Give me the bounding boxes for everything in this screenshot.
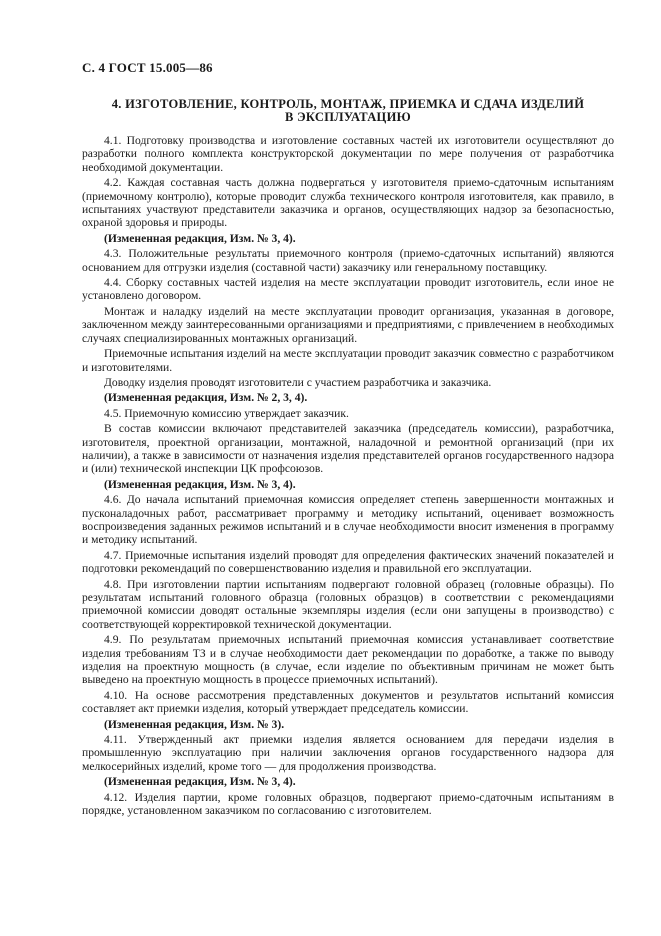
paragraph: Приемочные испытания изделий на месте эксплуатации проводит заказчик совместно с разработчиком и изготовителями.: [82, 347, 614, 374]
amendment-note: (Измененная редакция, Изм. № 3, 4).: [104, 231, 296, 245]
paragraph: 4.8. При изготовлении партии испытаниям подвергают головной образец (головные образцы). По результатам испытаний головного образца (головных образцов) в соответствии с рекомендациями приемочной комиссии доводят остальные экземпляры изделия (если они запущены в производство) с соответствующей корректировкой технической документации.: [82, 577, 614, 631]
document-page: [82, 60, 614, 820]
section-body: [82, 134, 614, 818]
paragraph: 4.11. Утвержденный акт приемки изделия является основанием для передачи изделия в промышленную эксплуатацию при наличии заключения органов государственного надзора для мелкосерийных изделий, кроме того — для продолжения производства.: [82, 733, 614, 773]
paragraph: 4.6. До начала испытаний приемочная комиссия определяет степень завершенности монтажных и пусконаладочных работ, рассматривает программу и методику испытаний, оценивает возможность воспроизведения заданных режимов испытаний и в случае необходимости вносит изменения в программу и методику испытаний.: [82, 493, 614, 547]
paragraph: 4.4. Сборку составных частей изделия на месте эксплуатации проводит изготовитель, если иное не установлено договором.: [82, 276, 614, 303]
amendment-note: (Измененная редакция, Изм. № 3).: [104, 717, 285, 731]
section-title-line-1: 4. ИЗГОТОВЛЕНИЕ, КОНТРОЛЬ, МОНТАЖ, ПРИЕМКА И СДАЧА ИЗДЕЛИЙ: [111, 97, 585, 111]
section-title-line-2: В ЭКСПЛУАТАЦИЮ: [285, 110, 411, 124]
paragraph: 4.9. По результатам приемочных испытаний приемочная комиссия устанавливает соответствие изделия требованиям ТЗ и в случае необходимости дает рекомендации по доработке, а также по выводу изделия на проектную мощность (в случае, если изделие по объективным причинам не может быть выведено на проектную мощность в процессе приемочных испытаний).: [82, 633, 614, 687]
paragraph: В состав комиссии включают представителей заказчика (председатель комиссии), разработчика, изготовителя, проектной организации, монтажной, наладочной и ремонтной организаций (при их наличии), а также в зависимости от назначения изделия представителей органов государственного надзора и (или) технической инспекции ЦК профсоюзов.: [82, 422, 614, 476]
running-head: С. 4 ГОСТ 15.005—86: [82, 60, 213, 75]
paragraph: Монтаж и наладку изделий на месте эксплуатации проводит организация, указанная в договоре, заключенном между заинтересованными организациями и предприятиями, с привлечением в необходимых случаях специализированных монтажных организаций.: [82, 304, 614, 345]
paragraph: 4.7. Приемочные испытания изделий проводят для определения фактических значений показателей и подготовки рекомендаций по совершенствованию изделия и правильной его эксплуатации.: [82, 548, 614, 576]
paragraph: 4.12. Изделия партии, кроме головных образцов, подвергают приемо-сдаточным испытаниям в порядке, установленном заказчиком по согласованию с изготовителем.: [82, 790, 614, 818]
paragraph: 4.10. На основе рассмотрения представленных документов и результатов испытаний комиссия составляет акт приемки изделия, который утверждает председатель комиссии.: [82, 688, 614, 716]
section-title: [82, 98, 614, 124]
paragraph: 4.3. Положительные результаты приемочного контроля (приемо-сдаточных испытаний) являются основанием для отгрузки изделия (составной части) заказчику или генеральному поставщику.: [82, 247, 614, 274]
paragraph: 4.2. Каждая составная часть должна подвергаться у изготовителя приемо-сдаточным испытаниям (приемочному контролю), которые проводит служба технического контроля изготовителя, как правило, в испытаниях участвуют представители заказчика и органов, осуществляющих надзор за безопасностью, охраной здоровья и природы.: [82, 176, 614, 230]
paragraph: 4.5. Приемочную комиссию утверждает заказчик.: [104, 406, 349, 420]
paragraph: Доводку изделия проводят изготовители с участием разработчика и заказчика.: [104, 375, 492, 389]
amendment-note: (Измененная редакция, Изм. № 3, 4).: [104, 775, 296, 789]
paragraph: 4.1. Подготовку производства и изготовление составных частей их изготовители осуществляют до разработки полного комплекта конструкторской документации по мере получения от разработчика необходимой документации.: [82, 134, 614, 174]
amendment-note: (Измененная редакция, Изм. № 3, 4).: [104, 477, 296, 491]
amendment-note: (Измененная редакция, Изм. № 2, 3, 4).: [104, 391, 308, 405]
